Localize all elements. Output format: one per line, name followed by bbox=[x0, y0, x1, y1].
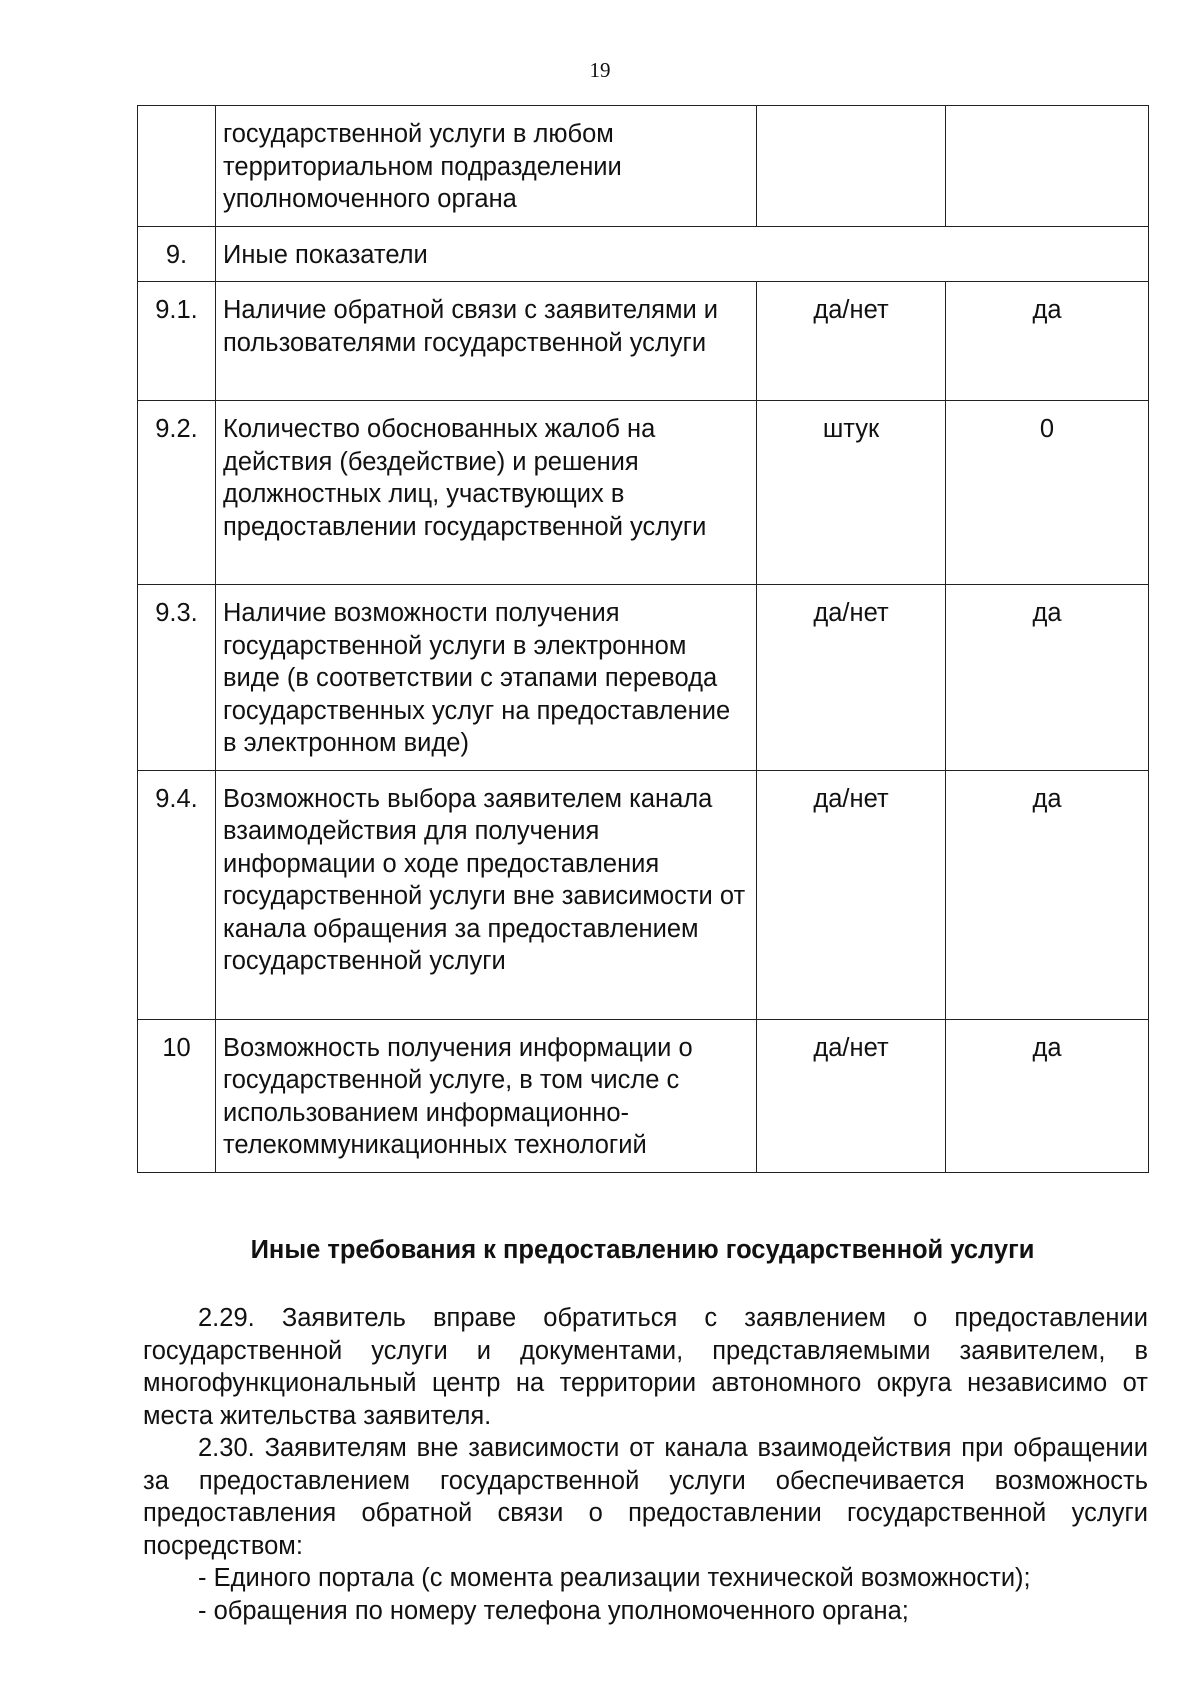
indicator-unit: да/нет bbox=[757, 585, 946, 771]
bullet-item: - Единого портала (с момента реализации технической возможности); bbox=[198, 1564, 1031, 1592]
indicator-value: да bbox=[946, 585, 1149, 771]
indicator-unit: да/нет bbox=[757, 770, 946, 1019]
indicator-text: Иные показатели bbox=[216, 226, 1149, 282]
indicator-unit: да/нет bbox=[757, 282, 946, 401]
indicator-value: да bbox=[946, 770, 1149, 1019]
indicators-table bbox=[137, 105, 1149, 1173]
indicator-text: Наличие возможности получения государственной услуги в электронном виде (в соответствии с этапами перевода государственных услуг на предоставление в электронном виде) bbox=[216, 585, 757, 771]
indicator-value: 0 bbox=[946, 401, 1149, 585]
row-number: 9.4. bbox=[138, 770, 216, 1019]
row-number: 10 bbox=[138, 1019, 216, 1172]
body-text bbox=[143, 1302, 1148, 1627]
paragraph-2-29: 2.29. Заявитель вправе обратиться с заявлением о предоставлении государственной услуги и документами, представляемыми заявителем, в многофункциональный центр на территории автономного округа независимо от места жительства заявителя. bbox=[143, 1304, 1148, 1430]
indicator-unit: штук bbox=[757, 401, 946, 585]
indicator-text: Количество обоснованных жалоб на действия (бездействие) и решения должностных лиц, участвующих в предоставлении государственной услуги bbox=[216, 401, 757, 585]
table-row bbox=[138, 401, 1149, 585]
indicator-text: Возможность выбора заявителем канала взаимодействия для получения информации о ходе предоставления государственной услуги вне зависимости от канала обращения за предоставлением государственной услуги bbox=[216, 770, 757, 1019]
row-number: 9. bbox=[138, 226, 216, 282]
row-number: 9.3. bbox=[138, 585, 216, 771]
table-row bbox=[138, 106, 1149, 227]
indicator-value: да bbox=[946, 282, 1149, 401]
indicator-text: Возможность получения информации о государственной услуге, в том числе с использованием информационно-телекоммуникационных технологий bbox=[216, 1019, 757, 1172]
indicator-unit bbox=[757, 106, 946, 227]
section-heading: Иные требования к предоставлению государственной услуги bbox=[250, 1236, 1035, 1264]
row-number: 9.1. bbox=[138, 282, 216, 401]
bullet-item: - обращения по номеру телефона уполномоченного органа; bbox=[198, 1596, 909, 1625]
row-number: 9.2. bbox=[138, 401, 216, 585]
row-number bbox=[138, 106, 216, 227]
table-row bbox=[138, 226, 1149, 282]
page-number: 19 bbox=[589, 58, 611, 82]
paragraph-2-30: 2.30. Заявителям вне зависимости от канала взаимодействия при обращении за предоставлением государственной услуги обеспечивается возможность предоставления обратной связи о предоставлении государственной услуги посредством: bbox=[143, 1434, 1148, 1560]
indicator-text: государственной услуги в любом территориальном подразделении уполномоченного органа bbox=[216, 106, 757, 227]
table-row bbox=[138, 585, 1149, 771]
indicator-text: Наличие обратной связи с заявителями и пользователями государственной услуги bbox=[216, 282, 757, 401]
indicator-value bbox=[946, 106, 1149, 227]
indicator-value: да bbox=[946, 1019, 1149, 1172]
table-row bbox=[138, 770, 1149, 1019]
indicator-unit: да/нет bbox=[757, 1019, 946, 1172]
table-row bbox=[138, 1019, 1149, 1172]
table-row bbox=[138, 282, 1149, 401]
